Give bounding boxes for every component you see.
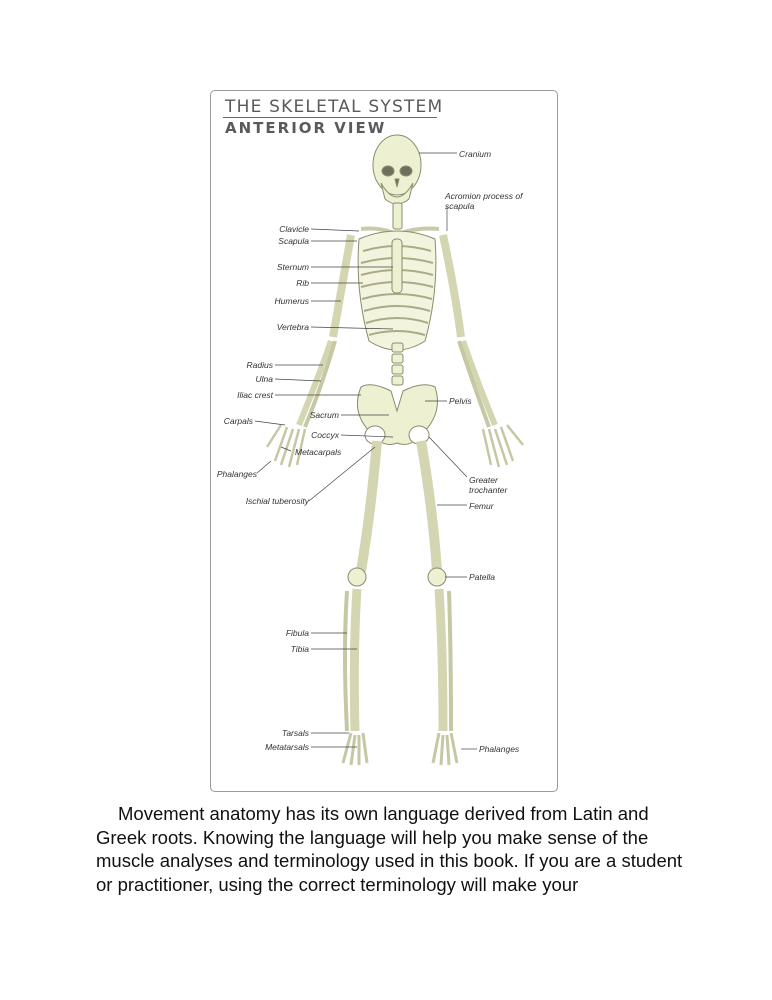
label-ischial-tuberosity: Ischial tuberosity: [245, 496, 309, 506]
label-phalanges-foot: Phalanges: [479, 744, 520, 754]
label-coccyx: Coccyx: [311, 430, 339, 440]
title-divider: [223, 117, 437, 118]
label-carpals: Carpals: [223, 416, 253, 426]
body-paragraph: [96, 802, 686, 896]
label-radius: Radius: [246, 360, 273, 370]
label-pelvis: Pelvis: [449, 396, 472, 406]
body-paragraph-text: Movement anatomy has its own language derived from Latin and Greek roots. Knowing the language will help you make sense of the muscle analyses and terminology used in this book. If you are a student or practitioner, using the correct terminology will make your: [96, 803, 683, 895]
label-tibia: Tibia: [290, 644, 309, 654]
label-phalanges-hand: Phalanges: [216, 469, 257, 479]
figure-subtitle: ANTERIOR VIEW: [225, 119, 387, 137]
label-patella: Patella: [469, 572, 495, 582]
label-fibula: Fibula: [285, 628, 309, 638]
label-rib: Rib: [296, 278, 309, 288]
label-metatarsals: Metatarsals: [265, 742, 309, 752]
figure-title: THE SKELETAL SYSTEM: [225, 97, 444, 117]
label-humerus: Humerus: [274, 296, 309, 306]
label-greater-trochanter-line1: Greater: [469, 475, 498, 485]
skeletal-system-figure: [210, 90, 558, 792]
label-femur: Femur: [469, 501, 494, 511]
label-ulna: Ulna: [255, 374, 273, 384]
label-sternum: Sternum: [276, 262, 309, 272]
label-acromion-line2: scapula: [445, 201, 475, 211]
label-metacarpals: Metacarpals: [295, 447, 342, 457]
label-cranium: Cranium: [459, 149, 492, 159]
label-greater-trochanter-line2: trochanter: [469, 485, 508, 495]
label-iliac-crest: Iliac crest: [237, 390, 273, 400]
label-acromion-line1: Acromion process of: [445, 191, 523, 201]
label-sacrum: Sacrum: [309, 410, 339, 420]
label-scapula: Scapula: [278, 236, 309, 246]
label-vertebra: Vertebra: [276, 322, 309, 332]
label-tarsals: Tarsals: [281, 728, 309, 738]
label-clavicle: Clavicle: [279, 224, 309, 234]
